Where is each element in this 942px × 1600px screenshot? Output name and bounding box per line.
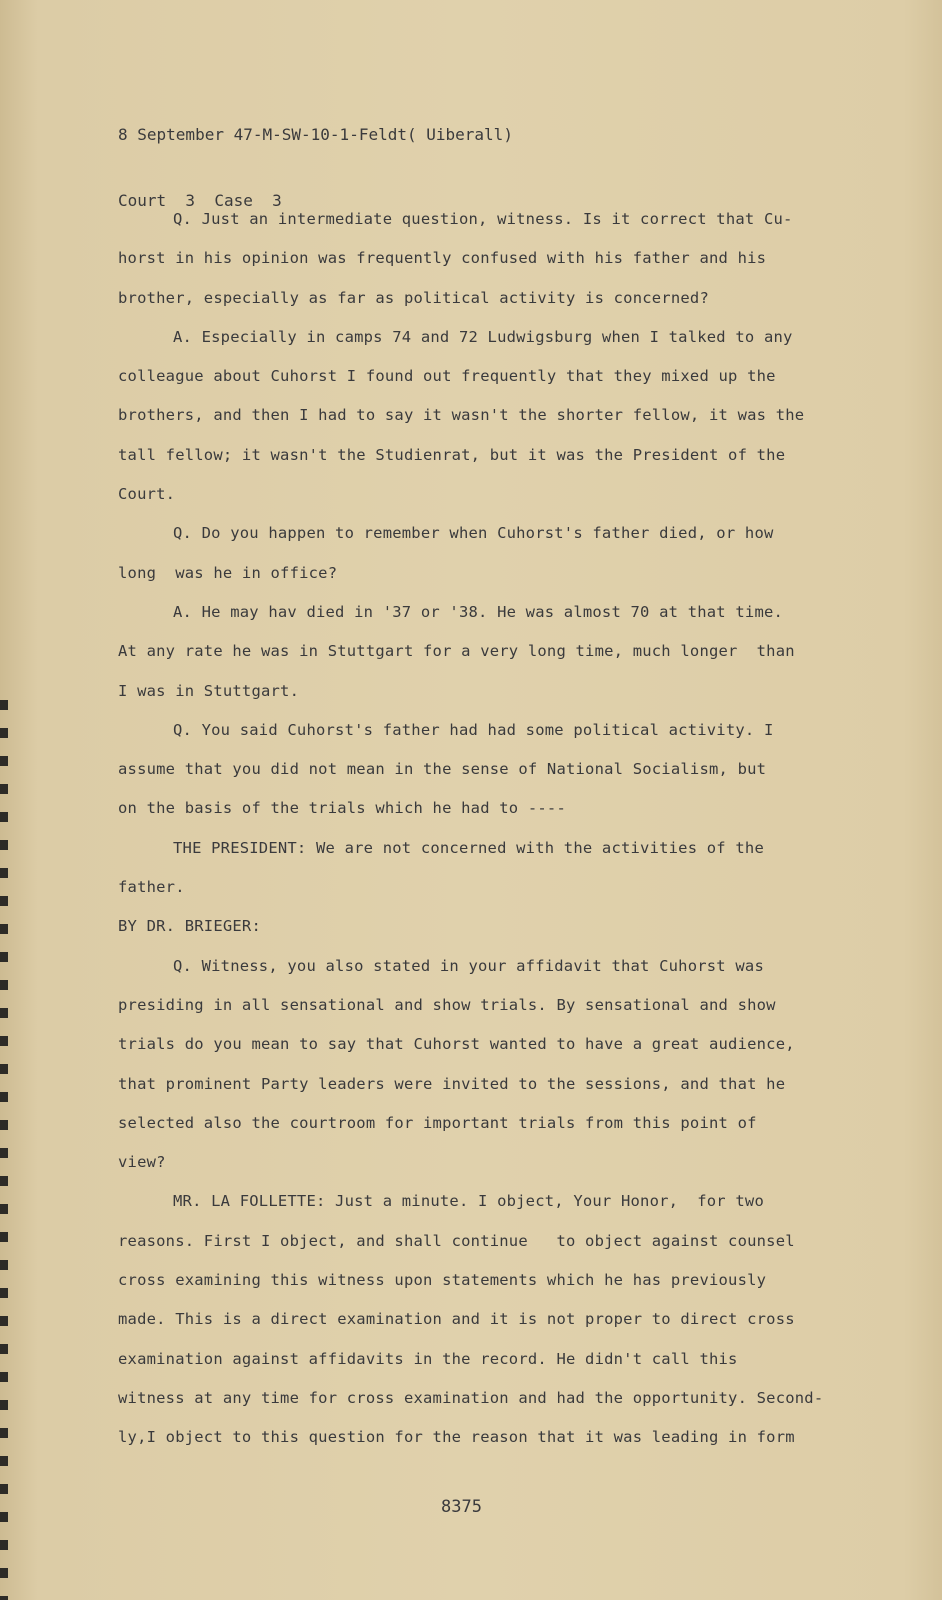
transcript-line: view?	[118, 1153, 166, 1172]
header-court-case: Court 3 Case 3	[118, 191, 282, 210]
transcript-body	[118, 200, 878, 1458]
transcript-line: Q. Do you happen to remember when Cuhorst's father died, or how	[173, 524, 774, 543]
header-reference: 8 September 47-M-SW-10-1-Feldt( Uiberall)	[118, 125, 513, 144]
transcript-line: assume that you did not mean in the sense of National Socialism, but	[118, 760, 767, 779]
transcript-line: Q. Witness, you also stated in your affidavit that Cuhorst was	[173, 956, 764, 975]
transcript-line: ly,I object to this question for the reason that it was leading in form	[118, 1428, 795, 1447]
transcript-line: Court.	[118, 485, 176, 504]
transcript-line: selected also the courtroom for important trials from this point of	[118, 1113, 757, 1132]
transcript-line: Q. Just an intermediate question, witness. Is it correct that Cu-	[173, 210, 793, 228]
transcript-line: At any rate he was in Stuttgart for a very long time, much longer than	[118, 642, 795, 661]
transcript-line: A. He may hav died in '37 or '38. He was almost 70 at that time.	[173, 602, 784, 621]
page-number: 8375	[441, 1497, 482, 1517]
transcript-line: Q. You said Cuhorst's father had had some political activity. I	[173, 720, 774, 739]
transcript-line: cross examining this witness upon statements which he has previously	[118, 1271, 767, 1290]
transcript-line: that prominent Party leaders were invited to the sessions, and that he	[118, 1074, 786, 1093]
transcript-line: A. Especially in camps 74 and 72 Ludwigsburg when I talked to any	[173, 327, 793, 346]
transcript-line: BY DR. BRIEGER:	[118, 917, 261, 936]
transcript-line: THE PRESIDENT: We are not concerned with the activities of the	[173, 838, 764, 857]
transcript-line: trials do you mean to say that Cuhorst wanted to have a great audience,	[118, 1035, 795, 1054]
transcript-line: MR. LA FOLLETTE: Just a minute. I object, Your Honor, for two	[173, 1192, 764, 1211]
transcript-line: tall fellow; it wasn't the Studienrat, but it was the President of the	[118, 445, 786, 464]
transcript-line: witness at any time for cross examination and had the opportunity. Second-	[118, 1388, 824, 1407]
transcript-line: colleague about Cuhorst I found out frequently that they mixed up the	[118, 367, 776, 386]
transcript-line: presiding in all sensational and show trials. By sensational and show	[118, 995, 776, 1014]
transcript-line: long was he in office?	[118, 563, 338, 582]
transcript-line: made. This is a direct examination and it is not proper to direct cross	[118, 1310, 795, 1329]
transcript-line: examination against affidavits in the record. He didn't call this	[118, 1349, 738, 1368]
transcript-line: reasons. First I object, and shall continue to object against counsel	[118, 1231, 795, 1250]
transcript-line: brothers, and then I had to say it wasn't the shorter fellow, it was the	[118, 406, 805, 425]
transcript-line: father.	[118, 878, 185, 897]
transcript-line: brother, especially as far as political activity is concerned?	[118, 288, 709, 307]
transcript-line: on the basis of the trials which he had to ----	[118, 799, 566, 818]
binding-edge	[0, 700, 8, 1600]
transcript-line: horst in his opinion was frequently confused with his father and his	[118, 249, 767, 268]
transcript-line: I was in Stuttgart.	[118, 681, 300, 700]
